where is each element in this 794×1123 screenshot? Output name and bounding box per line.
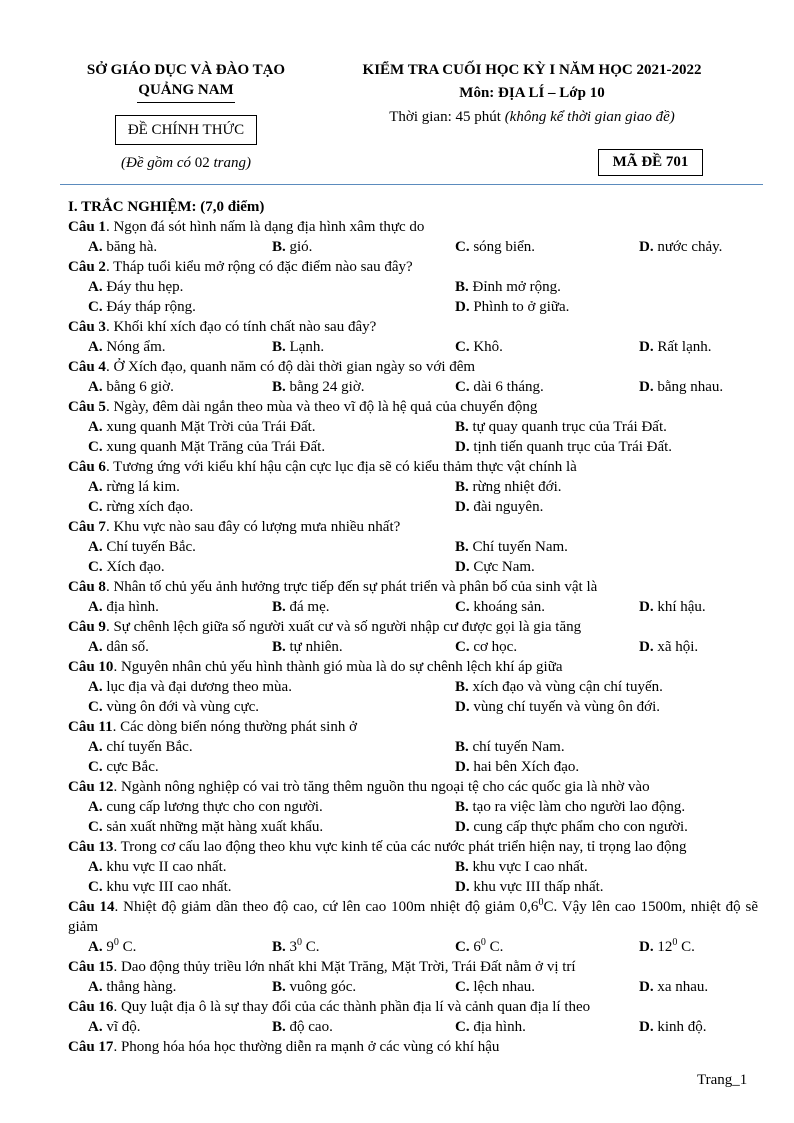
answer-option (455, 637, 517, 657)
options-row (68, 297, 758, 317)
answer-option (88, 677, 292, 697)
exam-code-box: MÃ ĐỀ 701 (598, 149, 703, 176)
option-letter: B. (455, 539, 469, 555)
answer-option (88, 1017, 141, 1037)
option-text: rừng lá kim. (106, 479, 180, 495)
option-letter: D. (639, 339, 654, 355)
option-letter: A. (88, 239, 103, 255)
option-letter: A. (88, 479, 103, 495)
option-text: Rất lạnh. (657, 339, 712, 355)
option-letter: B. (272, 639, 286, 655)
answer-option (455, 797, 685, 817)
question-text: . Trong cơ cấu lao động theo khu vực kinh tế của các nước phát triển hiện nay, tỉ trọng lao động (113, 839, 687, 855)
options-row (68, 277, 758, 297)
option-text: sản xuất những mặt hàng xuất khẩu. (106, 819, 324, 835)
answer-option (455, 757, 579, 777)
option-text: đá mẹ. (289, 599, 330, 615)
option-letter: B. (455, 739, 469, 755)
question-text: . Phong hóa hóa học thường diễn ra mạnh ở các vùng có khí hậu (113, 1039, 500, 1055)
question-label: Câu 13 (68, 839, 114, 855)
answer-option (455, 877, 604, 897)
option-text: xa nhau. (657, 979, 709, 995)
question-label: Câu 7 (68, 519, 106, 535)
option-letter: A. (88, 1019, 103, 1035)
answer-option (272, 597, 330, 617)
answer-option (455, 537, 568, 557)
option-text: vuông góc. (289, 979, 357, 995)
option-text: Nóng ẩm. (106, 339, 166, 355)
option-letter: A. (88, 539, 103, 555)
answer-option (88, 437, 325, 457)
degree-sup: 0 (113, 937, 119, 948)
option-letter: A. (88, 599, 103, 615)
options-row (68, 977, 758, 997)
answer-option (455, 737, 565, 757)
option-text: lệch nhau. (473, 979, 535, 995)
option-text: độ cao. (289, 1019, 333, 1035)
degree-sup: 0 (297, 937, 303, 948)
option-text: sóng biển. (473, 239, 536, 255)
department-line1: SỞ GIÁO DỤC VÀ ĐÀO TẠO (86, 62, 286, 78)
question-label: Câu 16 (68, 999, 114, 1015)
answer-option (639, 337, 712, 357)
option-letter: C. (88, 439, 103, 455)
header-separator (60, 184, 763, 185)
options-row (68, 337, 758, 357)
question-label: Câu 11 (68, 719, 113, 735)
header-right (322, 60, 742, 127)
option-text: cung cấp lương thực cho con người. (106, 799, 323, 815)
question-label: Câu 1 (68, 219, 106, 235)
question-list (68, 197, 758, 1057)
question-text: . Khối khí xích đạo có tính chất nào sau đây? (105, 319, 377, 335)
option-text: lục địa và đại dương theo mùa. (106, 679, 292, 695)
options-row (68, 417, 758, 437)
exam-duration: Thời gian: 45 phút (không kể thời gian giao đề) (389, 109, 675, 125)
answer-option (639, 1017, 707, 1037)
question-stem (68, 457, 758, 477)
option-text: Chí tuyến Bắc. (106, 539, 196, 555)
option-letter: B. (272, 339, 286, 355)
option-number: 3 (289, 939, 298, 955)
question-label: Câu 8 (68, 579, 106, 595)
options-row (68, 1017, 758, 1037)
answer-option (272, 1017, 333, 1037)
options-row (68, 697, 758, 717)
answer-option (272, 977, 356, 997)
option-number: 6 (473, 939, 481, 955)
question-text: . Tháp tuổi kiểu mở rộng có đặc điểm nào sau đây? (105, 259, 413, 275)
options-row (68, 677, 758, 697)
option-letter: D. (455, 559, 470, 575)
option-letter: D. (455, 299, 470, 315)
question-label: Câu 10 (68, 659, 114, 675)
question-text: . Dao động thủy triều lớn nhất khi Mặt Trăng, Mặt Trời, Trái Đất nằm ở vị trí (113, 959, 576, 975)
option-letter: A. (88, 279, 103, 295)
degree-sup: 0 (480, 937, 486, 948)
answer-option (455, 977, 535, 997)
answer-option (88, 497, 193, 517)
answer-option (639, 377, 723, 397)
option-text: địa hình. (473, 1019, 526, 1035)
option-letter: C. (455, 339, 470, 355)
question-stem (68, 957, 758, 977)
option-text: cơ học. (473, 639, 518, 655)
pages-note: (Đề gồm có 02 trang) (121, 155, 251, 171)
question-label: Câu 3 (68, 319, 106, 335)
options-row (68, 477, 758, 497)
option-letter: D. (639, 1019, 654, 1035)
option-text: dân số. (106, 639, 149, 655)
option-letter: C. (88, 499, 103, 515)
option-text: tịnh tiến quanh trục của Trái Đất. (473, 439, 673, 455)
answer-option (88, 537, 196, 557)
header-underline (137, 102, 235, 103)
answer-option (88, 417, 316, 437)
answer-option (272, 637, 343, 657)
option-text: dài 6 tháng. (473, 379, 544, 395)
answer-option (455, 417, 667, 437)
page-footer: Trang_1 (697, 1072, 748, 1088)
answer-option (639, 937, 695, 957)
answer-option (88, 557, 165, 577)
option-letter: C. (88, 699, 103, 715)
option-letter: C. (455, 939, 470, 955)
answer-option (455, 597, 545, 617)
option-unit: C. (677, 939, 695, 955)
option-text: tự nhiên. (289, 639, 343, 655)
answer-option (455, 817, 688, 837)
option-letter: A. (88, 799, 103, 815)
option-letter: D. (639, 639, 654, 655)
option-letter: A. (88, 979, 103, 995)
option-letter: C. (455, 639, 470, 655)
question-label: Câu 5 (68, 399, 106, 415)
options-row (68, 757, 758, 777)
answer-option (88, 857, 227, 877)
answer-option (272, 237, 312, 257)
options-row (68, 817, 758, 837)
option-letter: B. (455, 799, 469, 815)
question-label: Câu 14 (68, 899, 115, 915)
option-text: tự quay quanh trục của Trái Đất. (472, 419, 667, 435)
option-letter: C. (455, 979, 470, 995)
header-left (60, 60, 312, 172)
answer-option (88, 937, 136, 957)
answer-option (455, 697, 660, 717)
option-letter: B. (455, 479, 469, 495)
option-letter: B. (272, 979, 286, 995)
option-text: khu vực I cao nhất. (472, 859, 588, 875)
options-row (68, 797, 758, 817)
option-text: xung quanh Mặt Trăng của Trái Đất. (106, 439, 326, 455)
question-stem (68, 577, 758, 597)
option-text: khu vực III thấp nhất. (473, 879, 604, 895)
option-text: bằng 24 giờ. (289, 379, 365, 395)
option-text: xung quanh Mặt Trời của Trái Đất. (106, 419, 316, 435)
option-text: Đỉnh mở rộng. (472, 279, 561, 295)
answer-option (88, 977, 176, 997)
option-number: 12 (657, 939, 673, 955)
option-text: xã hội. (657, 639, 699, 655)
option-letter: A. (88, 379, 103, 395)
options-row (68, 937, 758, 957)
option-letter: B. (455, 279, 469, 295)
question-stem (68, 397, 758, 417)
question-stem (68, 217, 758, 237)
answer-option (88, 877, 232, 897)
degree-sup: 0 (538, 897, 544, 908)
answer-option (639, 637, 698, 657)
option-letter: C. (455, 239, 470, 255)
question-stem (68, 357, 758, 377)
question-label: Câu 12 (68, 779, 114, 795)
option-letter: B. (455, 859, 469, 875)
option-text: Lạnh. (289, 339, 325, 355)
question-text: C. Vậy lên cao 1500m, nhiệt độ sẽ giảm (68, 899, 758, 935)
option-letter: D. (455, 879, 470, 895)
option-text: khí hậu. (657, 599, 706, 615)
option-letter: A. (88, 339, 103, 355)
option-text: gió. (289, 239, 313, 255)
question-text: . Ngày, đêm dài ngắn theo mùa và theo vĩ độ là hệ quả của chuyển động (105, 399, 538, 415)
option-letter: C. (88, 759, 103, 775)
option-text: nước chảy. (657, 239, 723, 255)
option-letter: C. (455, 1019, 470, 1035)
option-letter: A. (88, 639, 103, 655)
answer-option (455, 477, 561, 497)
exam-title: KIỂM TRA CUỐI HỌC KỲ I NĂM HỌC 2021-2022 (362, 62, 702, 78)
question-text: . Ở Xích đạo, quanh năm có độ dài thời gian ngày so với đêm (105, 359, 476, 375)
answer-option (272, 937, 320, 957)
answer-option (455, 337, 503, 357)
answer-option (88, 477, 180, 497)
option-letter: D. (455, 759, 470, 775)
option-letter: A. (88, 679, 103, 695)
option-text: Chí tuyến Nam. (472, 539, 568, 555)
answer-option (455, 497, 543, 517)
option-letter: C. (88, 559, 103, 575)
option-text: Khô. (473, 339, 503, 355)
answer-option (88, 817, 323, 837)
option-letter: B. (455, 679, 469, 695)
duration-note: (không kể thời gian giao đề) (504, 109, 675, 125)
answer-option (455, 277, 561, 297)
answer-option (639, 597, 706, 617)
options-row (68, 557, 758, 577)
answer-option (455, 857, 588, 877)
options-row (68, 537, 758, 557)
options-row (68, 237, 758, 257)
degree-sup: 0 (672, 937, 678, 948)
question-stem (68, 997, 758, 1017)
option-text: vùng chí tuyến và vùng ôn đới. (473, 699, 661, 715)
option-letter: B. (455, 419, 469, 435)
options-row (68, 737, 758, 757)
question-text: . Tương ứng với kiểu khí hậu cận cực lục địa sẽ có kiểu thảm thực vật chính là (105, 459, 577, 475)
options-row (68, 377, 758, 397)
question-stem (68, 837, 758, 857)
option-text: Đáy tháp rộng. (106, 299, 196, 315)
option-text: Xích đạo. (106, 559, 165, 575)
option-letter: B. (272, 239, 286, 255)
answer-option (272, 377, 365, 397)
answer-option (88, 697, 259, 717)
exam-subject: Môn: ĐỊA LÍ – Lớp 10 (459, 85, 605, 101)
answer-option (88, 237, 157, 257)
option-letter: B. (272, 379, 286, 395)
question-label: Câu 17 (68, 1039, 114, 1055)
option-letter: D. (455, 819, 470, 835)
options-row (68, 597, 758, 617)
question-text: . Nguyên nhân chủ yếu hình thành gió mùa là do sự chênh lệch khí áp giữa (113, 659, 563, 675)
option-letter: D. (639, 379, 654, 395)
question-stem (68, 717, 758, 737)
question-stem (68, 1037, 758, 1057)
answer-option (639, 977, 708, 997)
option-letter: B. (272, 1019, 286, 1035)
question-stem (68, 777, 758, 797)
option-text: bằng nhau. (657, 379, 724, 395)
answer-option (455, 297, 569, 317)
option-text: xích đạo và vùng cận chí tuyến. (472, 679, 663, 695)
option-unit: C. (302, 939, 320, 955)
option-letter: C. (88, 879, 103, 895)
question-stem (68, 657, 758, 677)
options-row (68, 497, 758, 517)
answer-option (455, 377, 544, 397)
option-text: Đáy thu hẹp. (106, 279, 184, 295)
option-text: cung cấp thực phẩm cho con người. (473, 819, 688, 835)
option-letter: D. (455, 499, 470, 515)
option-number: 9 (106, 939, 114, 955)
answer-option (88, 737, 193, 757)
option-text: khu vực II cao nhất. (106, 859, 227, 875)
question-label: Câu 6 (68, 459, 106, 475)
answer-option (455, 237, 535, 257)
option-text: cực Bắc. (106, 759, 159, 775)
option-text: chí tuyến Bắc. (106, 739, 193, 755)
option-letter: B. (272, 939, 286, 955)
question-text: . Khu vực nào sau đây có lượng mưa nhiều nhất? (105, 519, 401, 535)
department-line2: QUẢNG NAM (138, 82, 234, 98)
question-label: Câu 15 (68, 959, 114, 975)
answer-option (88, 337, 166, 357)
option-letter: A. (88, 419, 103, 435)
option-letter: C. (455, 599, 470, 615)
option-text: hai bên Xích đạo. (473, 759, 580, 775)
options-row (68, 857, 758, 877)
answer-option (455, 677, 663, 697)
question-label: Câu 2 (68, 259, 106, 275)
official-label-box: ĐỀ CHÍNH THỨC (115, 115, 257, 145)
question-text: . Ngành nông nghiệp có vai trò tăng thêm nguồn thu ngoại tệ cho các quốc gia là nhờ vào (113, 779, 650, 795)
option-text: khoáng sản. (473, 599, 545, 615)
option-text: băng hà. (106, 239, 158, 255)
option-letter: D. (639, 239, 654, 255)
question-text: . Quy luật địa ô là sự thay đổi của các thành phần địa lí và cảnh quan địa lí theo (113, 999, 591, 1015)
option-text: Cực Nam. (473, 559, 535, 575)
options-row (68, 437, 758, 457)
option-text: địa hình. (106, 599, 159, 615)
question-stem (68, 897, 758, 937)
option-text: vùng ôn đới và vùng cực. (106, 699, 260, 715)
answer-option (455, 937, 503, 957)
answer-option (88, 597, 159, 617)
option-letter: C. (88, 819, 103, 835)
section-title: I. TRẮC NGHIỆM: (7,0 điểm) (68, 199, 265, 215)
answer-option (88, 757, 159, 777)
option-text: thẳng hàng. (106, 979, 177, 995)
option-letter: A. (88, 739, 103, 755)
question-text: . Ngọn đá sót hình nấm là dạng địa hình xâm thực do (105, 219, 425, 235)
question-text: . Sự chênh lệch giữa số người xuất cư và số người nhập cư được gọi là gia tăng (105, 619, 582, 635)
pages-count: 02 (194, 155, 210, 171)
question-stem (68, 617, 758, 637)
option-text: kinh độ. (657, 1019, 707, 1035)
answer-option (455, 557, 535, 577)
answer-option (88, 277, 183, 297)
question-stem (68, 317, 758, 337)
answer-option (88, 637, 149, 657)
answer-option (455, 437, 672, 457)
option-text: rừng xích đạo. (106, 499, 194, 515)
option-text: bằng 6 giờ. (106, 379, 174, 395)
options-row (68, 637, 758, 657)
option-letter: C. (455, 379, 470, 395)
question-stem (68, 517, 758, 537)
question-label: Câu 4 (68, 359, 106, 375)
option-unit: C. (118, 939, 137, 955)
option-unit: C. (485, 939, 504, 955)
option-letter: D. (455, 439, 470, 455)
option-letter: D. (639, 599, 654, 615)
option-letter: A. (88, 939, 103, 955)
option-text: rừng nhiệt đới. (472, 479, 562, 495)
options-row (68, 877, 758, 897)
option-letter: D. (639, 939, 654, 955)
question-label: Câu 9 (68, 619, 106, 635)
answer-option (455, 1017, 526, 1037)
option-text: Phình to ở giữa. (473, 299, 570, 315)
option-letter: D. (639, 979, 654, 995)
question-text: . Nhiệt độ giảm dần theo độ cao, cứ lên cao 100m nhiệt độ giảm 0,6 (114, 899, 539, 915)
option-text: vĩ độ. (106, 1019, 141, 1035)
option-text: chí tuyến Nam. (472, 739, 565, 755)
answer-option (272, 337, 324, 357)
answer-option (88, 297, 196, 317)
option-text: tạo ra việc làm cho người lao động. (472, 799, 686, 815)
answer-option (88, 377, 174, 397)
question-text: . Các dòng biển nóng thường phát sinh ở (112, 719, 357, 735)
option-text: khu vực III cao nhất. (106, 879, 232, 895)
answer-option (88, 797, 323, 817)
option-letter: D. (455, 699, 470, 715)
answer-option (639, 237, 722, 257)
option-letter: C. (88, 299, 103, 315)
option-text: đài nguyên. (473, 499, 544, 515)
question-stem (68, 257, 758, 277)
question-text: . Nhân tố chủ yếu ảnh hưởng trực tiếp đến sự phát triển và phân bố của sinh vật là (105, 579, 598, 595)
option-letter: B. (272, 599, 286, 615)
option-letter: A. (88, 859, 103, 875)
